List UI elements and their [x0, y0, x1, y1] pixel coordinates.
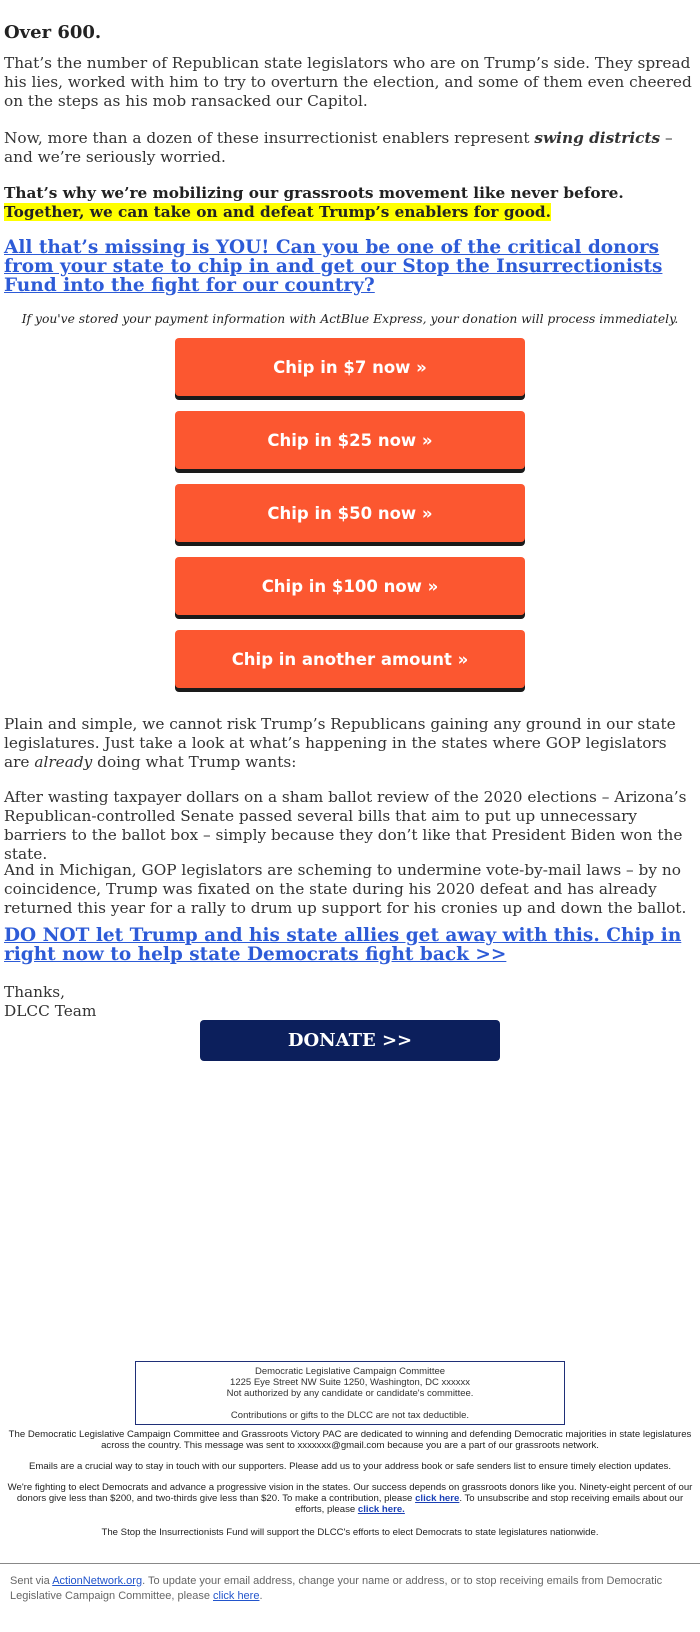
chip-in-50-button[interactable]: Chip in $50 now »: [175, 484, 525, 542]
fine-print-1: The Democratic Legislative Campaign Committee and Grassroots Victory PAC are dedicated to winning and defending Democratic majorities in state legislatures across the country. This message was sent to xxxxxxx@gmail.com because you are a part of our grassroots network.: [8, 1429, 692, 1451]
paragraph-2-text: Now, more than a dozen of these insurrectionist enablers represent: [4, 129, 535, 147]
paragraph-4-text: Plain and simple, we cannot risk Trump’s Republicans gaining any ground in our state legislatures. Just take a look at what’s happening in the states where GOP legislators are: [4, 715, 676, 771]
sent-via-text-2: . To update your email address, change your name or address, or to stop receiving emails from Democratic Legislative Campaign Committee, please: [10, 1575, 663, 1602]
chip-in-7-button[interactable]: Chip in $7 now »: [175, 338, 525, 396]
fine-print-3-text-2: . To unsubscribe and stop receiving emails about our efforts, please: [295, 1493, 684, 1515]
fine-print-2: Emails are a crucial way to stay in touch with our supporters. Please add us to your address book or safe senders list to ensure timely election updates.: [28, 1461, 672, 1472]
contribute-link[interactable]: click here: [415, 1493, 460, 1504]
fine-print-3: [6, 1482, 694, 1515]
fine-print-3-text: We're fighting to elect Democrats and advance a progressive vision in the states. Our success depends on grassroots donors like you. Ninety-eight percent of our donors give less than $200, and two-thirds give less than $20. To make a contribution, please: [7, 1482, 693, 1504]
sent-via-text: Sent via: [10, 1575, 53, 1587]
headline: Over 600.: [4, 22, 102, 43]
emphasis-already: already: [34, 753, 93, 771]
paragraph-5: After wasting taxpayer dollars on a sham ballot review of the 2020 elections – Arizona’s Republican-controlled Senate passed several bills that aim to put up unnecessary barriers to the ballot box – simply because they don’t like that President Biden won the state.: [4, 788, 687, 863]
paragraph-6: And in Michigan, GOP legislators are scheming to undermine vote-by-mail laws – by no coincidence, Trump was fixated on the state during his 2020 defeat and has already returned this year for a rally to drum up support for his cronies up and down the ballot.: [4, 861, 687, 917]
sent-via-note: [10, 1574, 690, 1604]
paragraph-2-text-end: – and we’re seriously worried.: [4, 129, 673, 166]
footer-disclaimer-box: [135, 1361, 565, 1425]
signature: DLCC Team: [4, 1002, 97, 1020]
footer-divider: [0, 1563, 700, 1564]
fine-print-4: The Stop the Insurrectionists Fund will support the DLCC's efforts to elect Democrats to state legislatures nationwide.: [101, 1527, 599, 1538]
emphasis-swing-districts: swing districts: [534, 129, 661, 147]
org-name: Democratic Legislative Campaign Committee: [254, 1366, 446, 1377]
manage-subscription-link[interactable]: click here: [213, 1590, 260, 1602]
paragraph-4: [4, 715, 694, 772]
paragraph-2: [4, 129, 694, 167]
donate-button[interactable]: DONATE >>: [200, 1020, 500, 1061]
actblue-express-note: If you've stored your payment information with ActBlue Express, your donation will process immediately.: [21, 312, 679, 326]
org-address: 1225 Eye Street NW Suite 1250, Washington, DC xxxxxx: [230, 1377, 470, 1388]
chip-in-100-button[interactable]: Chip in $100 now »: [175, 557, 525, 615]
paragraph-1: That’s the number of Republican state legislators who are on Trump’s side. They spread his lies, worked with him to try to overturn the election, and some of them even cheered on the steps as his mob ransacked our Capitol.: [4, 54, 692, 110]
sent-via-text-end: .: [259, 1590, 263, 1602]
fight-back-link[interactable]: DO NOT let Trump and his state allies get away with this. Chip in right now to help state Democrats fight back >>: [4, 925, 682, 965]
authorization-note: Not authorized by any candidate or candidate's committee.: [226, 1388, 474, 1399]
paragraph-3: [4, 184, 694, 222]
highlighted-text: Together, we can take on and defeat Trump’s enablers for good.: [4, 203, 551, 221]
paragraph-3-text: That’s why we’re mobilizing our grassroots movement like never before.: [4, 184, 624, 202]
chip-in-other-button[interactable]: Chip in another amount »: [175, 630, 525, 688]
tax-note: Contributions or gifts to the DLCC are not tax deductible.: [230, 1410, 470, 1421]
donate-appeal-link[interactable]: All that’s missing is YOU! Can you be one of the critical donors from your state to chip in and get our Stop the Insurrectionists Fund into the fight for our country?: [4, 237, 663, 296]
unsubscribe-link[interactable]: click here.: [357, 1504, 405, 1515]
thanks: Thanks,: [4, 983, 66, 1001]
chip-in-25-button[interactable]: Chip in $25 now »: [175, 411, 525, 469]
actionnetwork-link[interactable]: ActionNetwork.org: [52, 1575, 143, 1587]
paragraph-4-text-end: doing what Trump wants:: [92, 753, 297, 771]
